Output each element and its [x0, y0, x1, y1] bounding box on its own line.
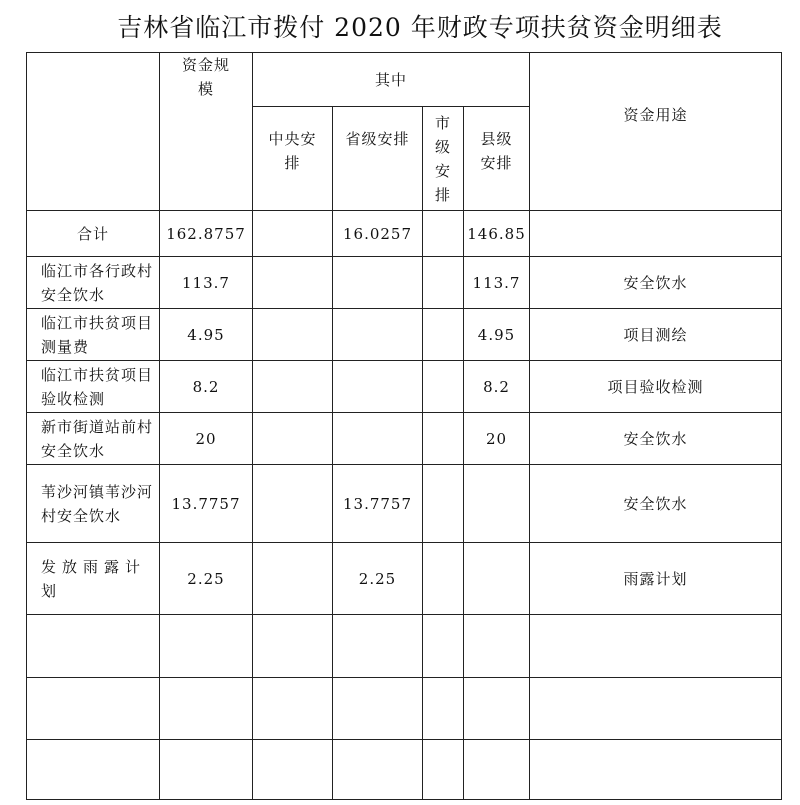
amount-cell: 2.25	[160, 543, 253, 615]
table-row	[27, 211, 782, 257]
central-cell	[253, 543, 333, 615]
item-cell	[27, 615, 160, 678]
city-cell	[423, 257, 464, 309]
central-cell	[253, 740, 333, 800]
usage-cell	[530, 211, 782, 257]
central-cell	[253, 361, 333, 413]
usage-cell	[530, 615, 782, 678]
table-row	[27, 543, 782, 615]
provincial-cell	[333, 678, 423, 740]
item-cell: 合计	[27, 211, 160, 257]
page-title: 吉林省临江市拨付 2020 年财政专项扶贫资金明细表	[117, 13, 723, 42]
city-cell	[423, 465, 464, 543]
usage-cell: 项目测绘	[530, 309, 782, 361]
county-cell	[464, 740, 530, 800]
header-item-blank	[27, 53, 160, 211]
fund-detail-table	[26, 52, 782, 800]
central-cell	[253, 678, 333, 740]
central-cell	[253, 465, 333, 543]
central-cell	[253, 615, 333, 678]
amount-cell: 8.2	[160, 361, 253, 413]
usage-cell	[530, 678, 782, 740]
table-row	[27, 309, 782, 361]
county-cell	[464, 543, 530, 615]
table-row	[27, 465, 782, 543]
county-cell: 8.2	[464, 361, 530, 413]
table-row	[27, 361, 782, 413]
city-cell	[423, 740, 464, 800]
city-cell	[423, 361, 464, 413]
amount-cell: 162.8757	[160, 211, 253, 257]
header-county: 县级安排	[464, 107, 530, 211]
header-of-which: 其中	[253, 53, 530, 107]
table-row	[27, 615, 782, 678]
county-cell: 113.7	[464, 257, 530, 309]
city-cell	[423, 211, 464, 257]
table-row	[27, 740, 782, 800]
usage-cell: 安全饮水	[530, 413, 782, 465]
provincial-cell: 16.0257	[333, 211, 423, 257]
amount-cell: 113.7	[160, 257, 253, 309]
header-usage: 资金用途	[530, 53, 782, 211]
county-cell: 20	[464, 413, 530, 465]
provincial-cell	[333, 361, 423, 413]
county-cell	[464, 465, 530, 543]
header-city: 市级安排	[423, 107, 464, 211]
amount-cell: 13.7757	[160, 465, 253, 543]
usage-cell	[530, 740, 782, 800]
amount-cell	[160, 740, 253, 800]
header-provincial: 省级安排	[333, 107, 423, 211]
provincial-cell	[333, 257, 423, 309]
item-cell: 苇沙河镇苇沙河村安全饮水	[27, 465, 160, 543]
item-cell: 新市街道站前村安全饮水	[27, 413, 160, 465]
header-amount	[160, 53, 253, 211]
provincial-cell: 2.25	[333, 543, 423, 615]
city-cell	[423, 309, 464, 361]
table-row	[27, 413, 782, 465]
city-cell	[423, 543, 464, 615]
amount-cell: 20	[160, 413, 253, 465]
table-row	[27, 257, 782, 309]
county-cell	[464, 615, 530, 678]
item-cell: 临江市各行政村安全饮水	[27, 257, 160, 309]
usage-cell: 雨露计划	[530, 543, 782, 615]
item-cell	[27, 678, 160, 740]
county-cell	[464, 678, 530, 740]
table-row	[27, 678, 782, 740]
central-cell	[253, 309, 333, 361]
central-cell	[253, 257, 333, 309]
usage-cell: 项目验收检测	[530, 361, 782, 413]
provincial-cell	[333, 309, 423, 361]
central-cell	[253, 211, 333, 257]
item-cell: 发放雨露计划	[27, 543, 160, 615]
usage-cell: 安全饮水	[530, 257, 782, 309]
header-amount-label: 资金规模	[181, 56, 230, 98]
amount-cell	[160, 678, 253, 740]
city-cell	[423, 413, 464, 465]
amount-cell	[160, 615, 253, 678]
header-central: 中央安排	[253, 107, 333, 211]
item-cell: 临江市扶贫项目测量费	[27, 309, 160, 361]
header-row-1	[27, 53, 782, 107]
city-cell	[423, 615, 464, 678]
item-cell	[27, 740, 160, 800]
usage-cell: 安全饮水	[530, 465, 782, 543]
provincial-cell	[333, 615, 423, 678]
item-cell: 临江市扶贫项目验收检测	[27, 361, 160, 413]
provincial-cell	[333, 740, 423, 800]
central-cell	[253, 413, 333, 465]
provincial-cell: 13.7757	[333, 465, 423, 543]
county-cell: 146.85	[464, 211, 530, 257]
county-cell: 4.95	[464, 309, 530, 361]
provincial-cell	[333, 413, 423, 465]
city-cell	[423, 678, 464, 740]
amount-cell: 4.95	[160, 309, 253, 361]
